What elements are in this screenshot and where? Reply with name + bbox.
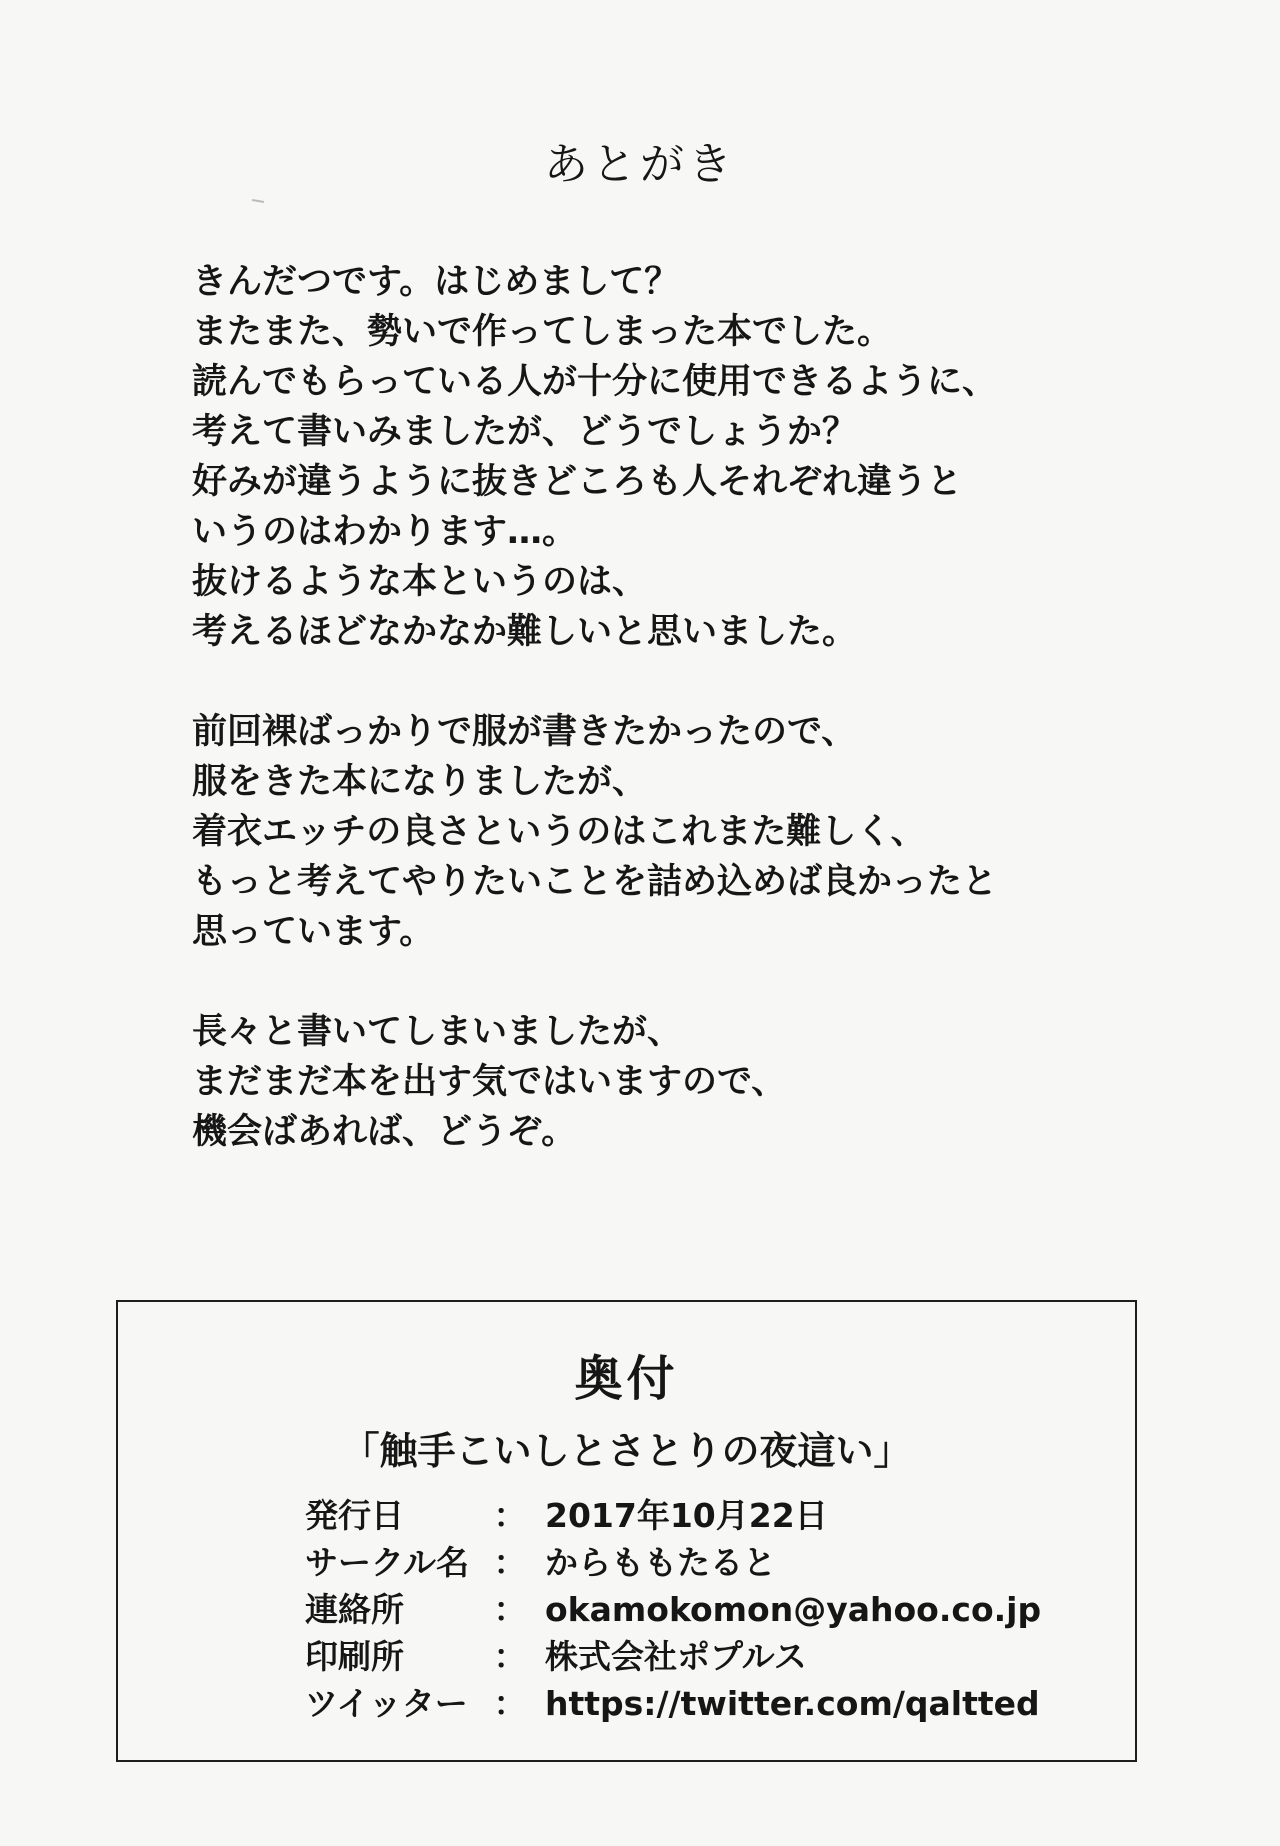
- info-label: 印刷所: [305, 1637, 404, 1676]
- afterword-line: まだまだ本を出す気ではいますので、: [192, 1062, 787, 1102]
- info-row-circle-name: [305, 1539, 1041, 1586]
- info-row-contact: [305, 1586, 1041, 1633]
- afterword-line: 好みが違うように抜きどころも人それぞれ違うと: [192, 462, 963, 502]
- info-value: からももたると: [545, 1543, 776, 1582]
- afterword-line: 考えて書いみましたが、どうでしょうか？: [192, 412, 858, 452]
- info-row-twitter: [305, 1680, 1041, 1727]
- info-label: 連絡所: [305, 1590, 404, 1629]
- info-row-publish-date: [305, 1492, 1041, 1539]
- info-label: ツイッター: [305, 1684, 468, 1723]
- afterword-body: [192, 257, 1212, 1157]
- afterword-line: 思っています。: [192, 912, 435, 952]
- info-value: 2017年10月22日: [545, 1496, 828, 1535]
- book-title: 「触手こいしとさとりの夜這い」: [341, 1429, 912, 1473]
- afterword-line: 考えるほどなかなか難しいと思いました。: [192, 612, 858, 652]
- colophon-heading: 奥付: [574, 1351, 679, 1407]
- info-label: 発行日: [305, 1496, 404, 1535]
- afterword-line: 長々と書いてしまいましたが、: [192, 1012, 683, 1052]
- info-separator: ：: [493, 1496, 527, 1535]
- info-separator: ：: [493, 1590, 527, 1629]
- afterword-line: 抜けるような本というのは、: [192, 562, 648, 602]
- afterword-line: 着衣エッチの良さというのはこれまた難しく、: [192, 812, 926, 852]
- colophon-info-table: [305, 1492, 1041, 1727]
- afterword-line: もっと考えてやりたいことを詰め込めば良かったと: [192, 862, 998, 902]
- info-separator: ：: [493, 1543, 527, 1582]
- info-separator: ：: [493, 1684, 527, 1723]
- afterword-line: いうのはわかります…。: [192, 512, 578, 552]
- paragraph-gap: [192, 957, 1212, 1007]
- afterword-line: 読んでもらっている人が十分に使用できるように、: [192, 362, 998, 402]
- info-label: サークル名: [305, 1543, 470, 1582]
- afterword-line: 機会ばあれば、どうぞ。: [192, 1112, 577, 1152]
- info-value: 株式会社ポプルス: [545, 1637, 807, 1676]
- afterword-line: 服をきた本になりましたが、: [192, 762, 648, 802]
- paper-smudge: [252, 199, 264, 203]
- paragraph-gap: [192, 657, 1212, 707]
- afterword-line: またまた、勢いで作ってしまった本でした。: [192, 312, 893, 352]
- twitter-url: https://twitter.com/qaltted: [545, 1684, 1040, 1723]
- afterword-line: 前回裸ばっかりで服が書きたかったので、: [192, 712, 857, 752]
- info-row-printer: [305, 1633, 1041, 1680]
- contact-email: okamokomon@yahoo.co.jp: [545, 1590, 1042, 1629]
- colophon-box: [116, 1300, 1137, 1762]
- info-separator: ：: [493, 1637, 527, 1676]
- afterword-line: きんだつです。はじめまして？: [192, 262, 680, 302]
- afterword-title: あとがき: [544, 139, 736, 190]
